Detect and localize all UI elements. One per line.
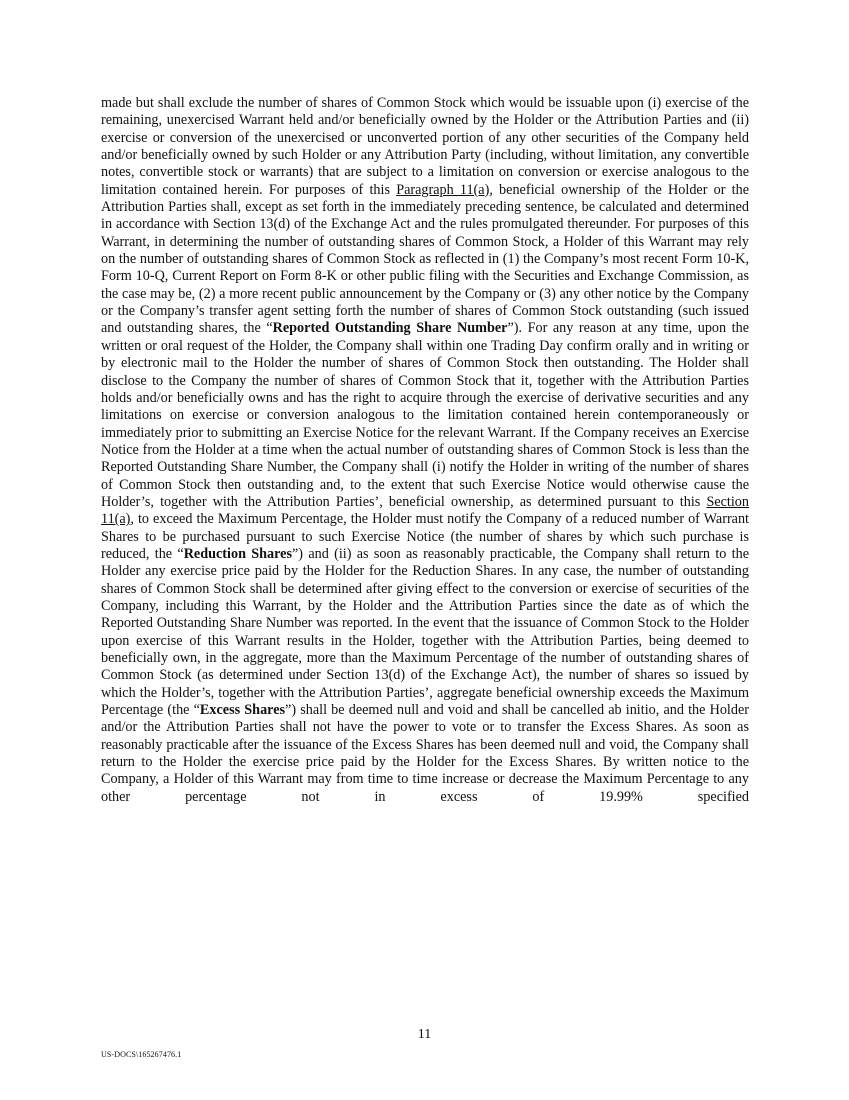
text-segment: ”) shall be deemed null and void and shall be cancelled ab initio, and the Holder and/or the Attribution Parties shall not have the power to vote or to transfer the Excess Shares. As soon as reasonably practicable after the issuance of the Excess Shares has been deemed null and void, the Company shall return to the Holder the exercise price paid by the Holder for the Excess Shares. By written notice to the Company, a Holder of this Warrant may from time to time increase or decrease the Maximum Percentage to any other percentage not in excess of 19.99% specified [101,702,749,805]
page-number: 11 [417,1027,432,1042]
text-segment: , beneficial ownership of the Holder or the Attribution Parties shall, except as set forth in the immediately preceding sentence, be calculated and determined in accordance with Section 13(d) of the Exchange Act and the rules promulgated thereunder. For purposes of this Warrant, in determining the number of outstanding shares of Common Stock, a Holder of this Warrant may rely on the number of outstanding shares of Common Stock as reflected in (1) the Company’s most recent Form 10-K, Form 10-Q, Current Report on Form 8-K or other public filing with the Securities and Exchange Commission, as the case may be, (2) a more recent public announcement by the Company or (3) any other notice by the Company or the Company’s transfer agent setting forth the number of shares of Common Stock outstanding (such issued and outstanding shares, the “ [101,181,749,337]
defined-term: Reduction Shares [183,545,292,562]
paragraph-reference: Paragraph 11(a) [396,181,490,198]
text-segment: , to exceed the Maximum Percentage, the Holder must notify the Company of a reduced number of Warrant Shares to be purchased pursuant to such Exercise Notice (the number of shares by which such purchase is reduced, the “ [101,511,749,562]
document-id: US-DOCS\165267476.1 [101,1050,182,1059]
defined-term: Excess Shares [199,702,286,719]
section-reference: Section 11(a) [101,493,749,528]
text-segment: ”) and (ii) as soon as reasonably practicable, the Company shall return to the Holder any exercise price paid by the Holder for the Reduction Shares. In any case, the number of outstanding shares of Common Stock shall be determined after giving effect to the conversion or exercise of securities of the Company, including this Warrant, by the Holder and the Attribution Parties since the date as of which the Reported Outstanding Share Number was reported. In the event that the issuance of Common Stock to the Holder upon exercise of this Warrant results in the Holder, together with the Attribution Parties, being deemed to beneficially own, in the aggregate, more than the Maximum Percentage of the number of outstanding shares of Common Stock (as determined under Section 13(d) of the Exchange Act), the number of shares so issued by which the Holder’s, together with the Attribution Parties’, aggregate beneficial ownership exceeds the Maximum Percentage (the “ [101,545,749,719]
defined-term: Reported Outstanding Share Number [272,320,508,337]
text-segment: ”). For any reason at any time, upon the written or oral request of the Holder, the Company shall within one Trading Day confirm orally and in writing or by electronic mail to the Holder the number of shares of Common Stock then outstanding. The Holder shall disclose to the Company the number of shares of Common Stock that it, together with the Attribution Parties holds and/or beneficially owns and has the right to acquire through the exercise of derivative securities and any limitations on exercise or conversion analogous to the limitation contained herein contemporaneously or immediately prior to submitting an Exercise Notice for the relevant Warrant. If the Company receives an Exercise Notice from the Holder at a time when the actual number of outstanding shares of Common Stock is less than the Reported Outstanding Share Number, the Company shall (i) notify the Holder in writing of the number of shares of Common Stock then outstanding and, to the extent that such Exercise Notice would otherwise cause the Holder’s, together with the Attribution Parties’, beneficial ownership, as determined pursuant to this [101,320,750,510]
text-segment: made but shall exclude the number of shares of Common Stock which would be issuable upon (i) exercise of the remaining, unexercised Warrant held and/or beneficially owned by the Holder or the Attribution Parties and (ii) exercise or conversion of the unexercised or unconverted portion of any other securities of the Company held and/or beneficially owned by such Holder or any Attribution Party (including, without limitation, any convertible notes, convertible stock or warrants) that are subject to a limitation on conversion or exercise analogous to the limitation contained herein. For purposes of this [101,95,749,198]
body-paragraph [101,95,749,806]
